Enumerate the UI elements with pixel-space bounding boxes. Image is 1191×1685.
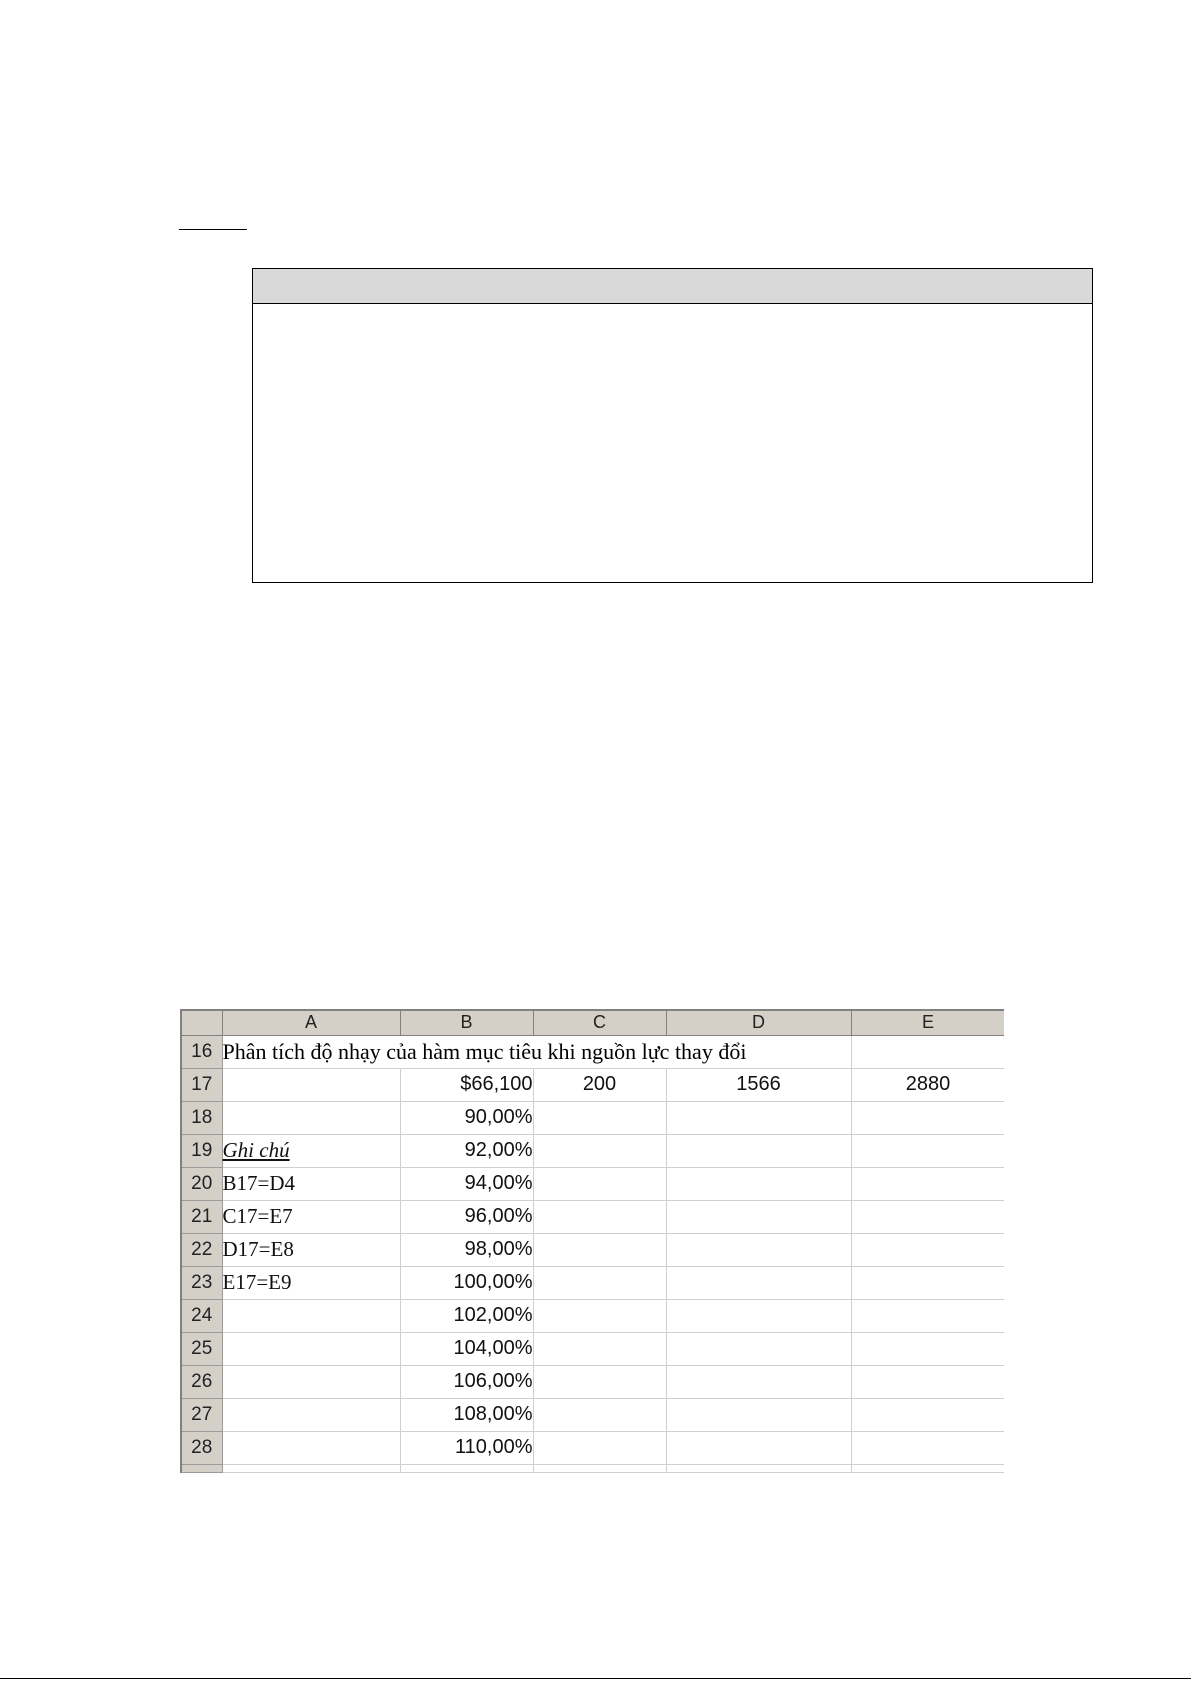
cell[interactable] [222, 1134, 400, 1167]
cell[interactable]: 106,00% [400, 1365, 533, 1398]
cell[interactable] [400, 1464, 533, 1472]
cell[interactable]: 110,00% [400, 1431, 533, 1464]
cell[interactable]: B17=D4 [222, 1167, 400, 1200]
cell[interactable]: $66,100 [400, 1068, 533, 1101]
select-all-corner[interactable] [181, 1010, 222, 1035]
cell[interactable] [666, 1266, 851, 1299]
empty-note-box [252, 268, 1093, 583]
cell[interactable]: E17=E9 [222, 1266, 400, 1299]
table-row [181, 1167, 1004, 1200]
cell[interactable] [666, 1134, 851, 1167]
sheet-title-cell[interactable] [222, 1035, 747, 1068]
cell[interactable] [666, 1200, 851, 1233]
cell[interactable] [533, 1167, 666, 1200]
table-row [181, 1464, 1004, 1472]
cell[interactable] [666, 1332, 851, 1365]
table-row [181, 1431, 1004, 1464]
row-header[interactable]: 23 [181, 1266, 222, 1299]
row-header[interactable]: 24 [181, 1299, 222, 1332]
row-header[interactable]: 25 [181, 1332, 222, 1365]
column-header-e[interactable]: E [851, 1010, 1004, 1035]
cell[interactable]: 2880 [851, 1068, 1004, 1101]
cell[interactable] [533, 1332, 666, 1365]
cell[interactable] [666, 1167, 851, 1200]
cell[interactable] [851, 1332, 1004, 1365]
row-header[interactable]: 27 [181, 1398, 222, 1431]
row-header[interactable]: 19 [181, 1134, 222, 1167]
cell[interactable] [666, 1398, 851, 1431]
cell[interactable] [666, 1464, 851, 1472]
note-box-header [253, 269, 1092, 304]
table-row [181, 1101, 1004, 1134]
cell[interactable] [851, 1365, 1004, 1398]
column-header-b[interactable]: B [400, 1010, 533, 1035]
cell[interactable] [851, 1299, 1004, 1332]
cell[interactable]: 1566 [666, 1068, 851, 1101]
column-header-a[interactable]: A [222, 1010, 400, 1035]
cell[interactable] [666, 1431, 851, 1464]
sheet-title: Phân tích độ nhạy của hàm mục tiêu khi nguồn lực thay đổi [222, 1038, 747, 1064]
cell[interactable] [533, 1431, 666, 1464]
cell[interactable]: C17=E7 [222, 1200, 400, 1233]
cell[interactable]: 200 [533, 1068, 666, 1101]
cell[interactable] [222, 1365, 400, 1398]
row-header[interactable] [181, 1464, 222, 1472]
table-row [181, 1233, 1004, 1266]
row-header[interactable]: 20 [181, 1167, 222, 1200]
cell[interactable] [851, 1101, 1004, 1134]
cell[interactable] [222, 1299, 400, 1332]
short-underline-rule [179, 229, 247, 230]
cell[interactable] [851, 1200, 1004, 1233]
cell[interactable] [533, 1200, 666, 1233]
cell[interactable] [533, 1464, 666, 1472]
table-row [181, 1068, 1004, 1101]
cell[interactable] [666, 1365, 851, 1398]
row-header[interactable]: 18 [181, 1101, 222, 1134]
cell[interactable]: 102,00% [400, 1299, 533, 1332]
cell[interactable] [222, 1398, 400, 1431]
table-row [181, 1035, 1004, 1068]
table-row [181, 1266, 1004, 1299]
row-header[interactable]: 26 [181, 1365, 222, 1398]
cell[interactable] [533, 1299, 666, 1332]
cell[interactable]: 94,00% [400, 1167, 533, 1200]
cell[interactable] [222, 1332, 400, 1365]
table-row [181, 1134, 1004, 1167]
cell[interactable] [222, 1101, 400, 1134]
cell[interactable]: 90,00% [400, 1101, 533, 1134]
cell[interactable] [851, 1167, 1004, 1200]
cell[interactable]: 96,00% [400, 1200, 533, 1233]
cell[interactable] [222, 1068, 400, 1101]
cell[interactable] [533, 1266, 666, 1299]
spreadsheet-grid [180, 1009, 1004, 1473]
cell[interactable]: 98,00% [400, 1233, 533, 1266]
cell[interactable]: 100,00% [400, 1266, 533, 1299]
table-row [181, 1398, 1004, 1431]
row-header[interactable]: 28 [181, 1431, 222, 1464]
cell[interactable]: 108,00% [400, 1398, 533, 1431]
cell[interactable] [851, 1233, 1004, 1266]
cell[interactable] [851, 1134, 1004, 1167]
notes-label: Ghi chú [222, 1138, 290, 1162]
column-header-d[interactable]: D [666, 1010, 851, 1035]
page-bottom-rule [0, 1678, 1191, 1679]
column-header-c[interactable]: C [533, 1010, 666, 1035]
table-row [181, 1200, 1004, 1233]
cell[interactable] [222, 1464, 400, 1472]
row-header[interactable]: 21 [181, 1200, 222, 1233]
row-header[interactable]: 16 [181, 1035, 222, 1068]
row-header[interactable]: 22 [181, 1233, 222, 1266]
note-box-body [253, 304, 1092, 582]
cell[interactable] [533, 1233, 666, 1266]
column-header-row [181, 1010, 1004, 1035]
cell[interactable] [533, 1134, 666, 1167]
cell[interactable] [533, 1365, 666, 1398]
cell[interactable] [851, 1431, 1004, 1464]
cell[interactable] [851, 1464, 1004, 1472]
cell[interactable] [533, 1398, 666, 1431]
cell[interactable] [851, 1266, 1004, 1299]
cell[interactable] [851, 1035, 1004, 1068]
cell[interactable] [222, 1431, 400, 1464]
spreadsheet [180, 1009, 1004, 1492]
cell[interactable]: D17=E8 [222, 1233, 400, 1266]
row-header[interactable]: 17 [181, 1068, 222, 1101]
table-row [181, 1365, 1004, 1398]
table-row [181, 1332, 1004, 1365]
cell[interactable] [666, 1101, 851, 1134]
cell[interactable]: 104,00% [400, 1332, 533, 1365]
table-row [181, 1299, 1004, 1332]
cell[interactable] [533, 1101, 666, 1134]
cell[interactable] [666, 1233, 851, 1266]
cell[interactable]: 92,00% [400, 1134, 533, 1167]
cell[interactable] [666, 1299, 851, 1332]
cell[interactable] [851, 1398, 1004, 1431]
